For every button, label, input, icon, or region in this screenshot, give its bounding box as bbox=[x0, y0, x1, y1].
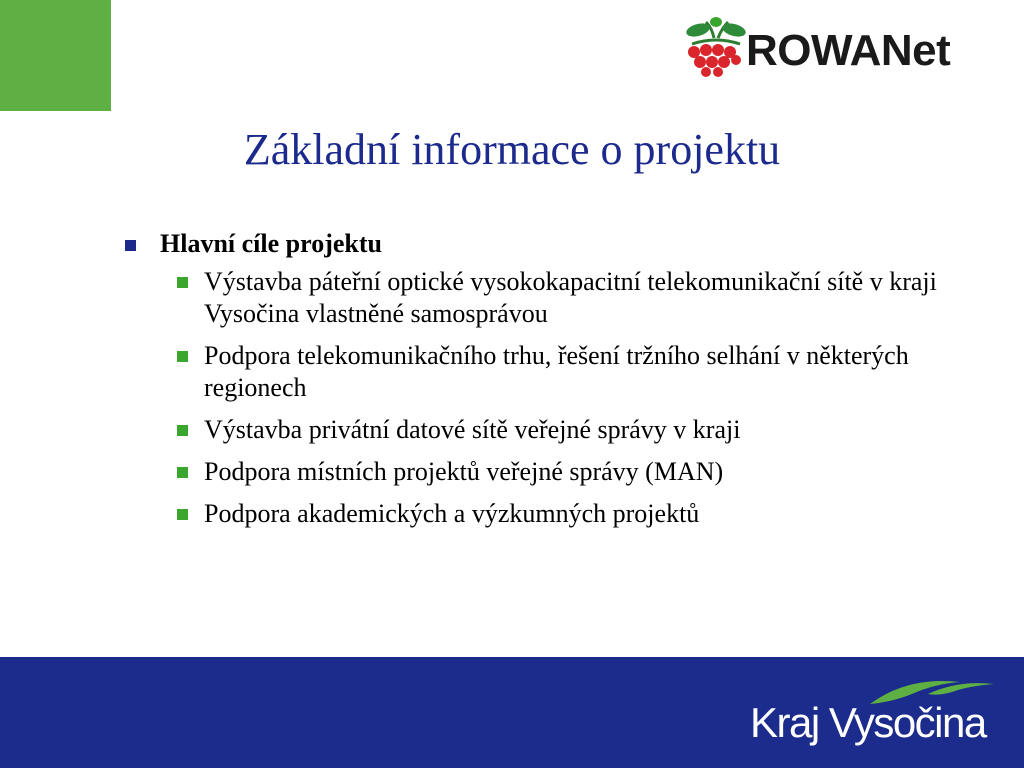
list-item-text: Výstavba privátní datové sítě veřejné správy v kraji bbox=[204, 415, 741, 444]
rowanet-logo-text: ROWANet bbox=[746, 26, 951, 75]
list-item bbox=[122, 456, 1002, 488]
list-item bbox=[122, 414, 1002, 446]
list-item-text: Podpora telekomunikačního trhu, řešení tržního selhání v některých regionech bbox=[204, 341, 909, 402]
square-bullet-icon bbox=[177, 425, 188, 436]
list-item-text: Podpora akademických a výzkumných projektů bbox=[204, 499, 700, 528]
green-corner-block bbox=[0, 0, 111, 111]
list-item-text: Výstavba páteřní optické vysokokapacitní telekomunikační sítě v kraji Vysočina vlastněné samosprávou bbox=[204, 267, 937, 328]
main-goals-heading bbox=[122, 226, 1002, 262]
kraj-vysocina-text: Kraj Vysočina bbox=[750, 699, 986, 746]
list-item bbox=[122, 498, 1002, 530]
list-item bbox=[122, 340, 1002, 404]
kraj-vysocina-logo bbox=[744, 672, 1004, 752]
content-area bbox=[122, 226, 1002, 540]
goals-list bbox=[122, 266, 1002, 530]
rowan-berries-icon bbox=[684, 16, 748, 78]
square-bullet-icon bbox=[177, 509, 188, 520]
square-bullet-icon bbox=[177, 467, 188, 478]
square-bullet-icon bbox=[177, 351, 188, 362]
square-bullet-icon bbox=[177, 277, 188, 288]
square-bullet-icon bbox=[125, 240, 136, 251]
rowanet-logo bbox=[684, 16, 1004, 78]
list-item bbox=[122, 266, 1002, 330]
page-title: Základní informace o projektu bbox=[243, 125, 781, 174]
list-item-text: Podpora místních projektů veřejné správy (MAN) bbox=[204, 457, 724, 486]
main-goals-heading-text: Hlavní cíle projektu bbox=[160, 229, 382, 258]
